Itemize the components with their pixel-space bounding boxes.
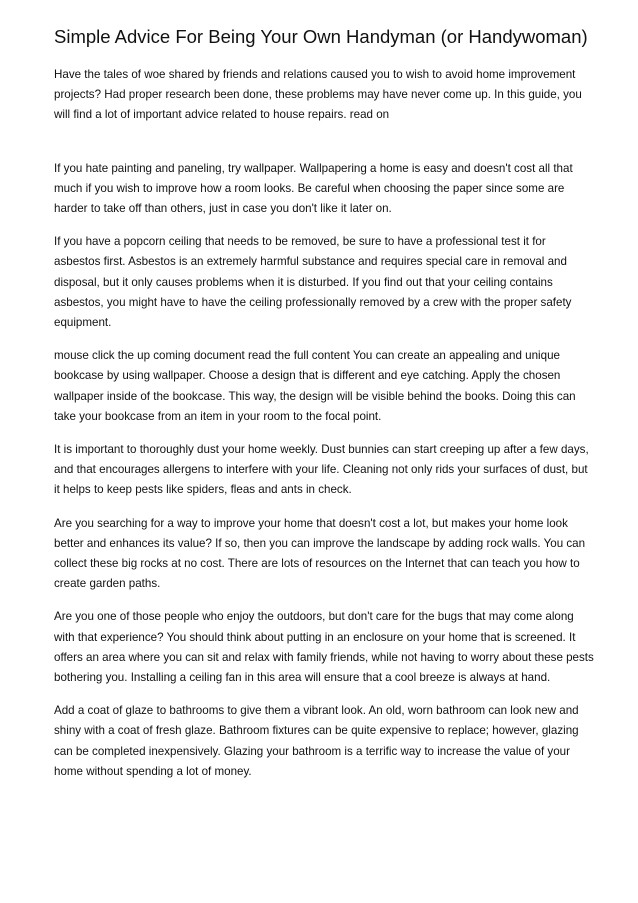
paragraph-bookcase: mouse click the up coming document read the full content You can create an appealing and unique bookcase by using wallpaper. Choose a design that is different and eye catching. Apply the chosen wallpaper inside of the bookcase. This way, the design will be visible behind the books. Doing this can take your bookcase from an item in your room to the focal point. — [54, 349, 576, 423]
paragraph-popcorn-ceiling: If you have a popcorn ceiling that needs to be removed, be sure to have a professional test it for asbestos first. Asbestos is an extremely harmful substance and requires special care in removal and disposal, but it only causes problems when it is disturbed. If you find out that your ceiling contains asbestos, you might have to have the ceiling professionally removed by a crew with the proper safety equipment. — [54, 235, 572, 330]
document-page — [54, 26, 594, 782]
paragraph-enclosure: Are you one of those people who enjoy the outdoors, but don't care for the bugs that may come along with that experience? You should think about putting in an enclosure on your home that is screened. It offers an area where you can sit and relax with family friends, while not having to worry about these pests bothering you. Installing a ceiling fan in this area will ensure that a cool breeze is always at hand. — [54, 610, 594, 685]
paragraph-glaze: Add a coat of glaze to bathrooms to give them a vibrant look. An old, worn bathroom can look new and shiny with a coat of fresh glaze. Bathroom fixtures can be quite expensive to replace; however, glazing can be completed inexpensively. Glazing your bathroom is a terrific way to increase the value of your home without spending a lot of money. — [54, 704, 579, 778]
paragraph-wallpaper: If you hate painting and paneling, try wallpaper. Wallpapering a home is easy and doesn't cost all that much if you wish to improve how a room looks. Be careful when choosing the paper since some are harder to take off than others, just in case you don't like it later on. — [54, 161, 573, 216]
paragraph-dust: It is important to thoroughly dust your home weekly. Dust bunnies can start creeping up after a few days, and that encourages allergens to interfere with your life. Cleaning not only rids your surfaces of dust, but it helps to keep pests like spiders, fleas and ants in check. — [54, 443, 589, 497]
document-title: Simple Advice For Being Your Own Handyman (or Handywoman) — [54, 26, 588, 47]
paragraph-intro: Have the tales of woe shared by friends and relations caused you to wish to avoid home improvement projects? Had proper research been done, these problems may have never come up. In this guide, you will find a lot of important advice related to house repairs. read on — [54, 68, 582, 122]
paragraph-rock-walls: Are you searching for a way to improve your home that doesn't cost a lot, but makes your home look better and enhances its value? If so, then you can improve the landscape by adding rock walls. You can collect these big rocks at no cost. There are lots of resources on the Internet that can teach you how to create garden paths. — [54, 516, 586, 591]
